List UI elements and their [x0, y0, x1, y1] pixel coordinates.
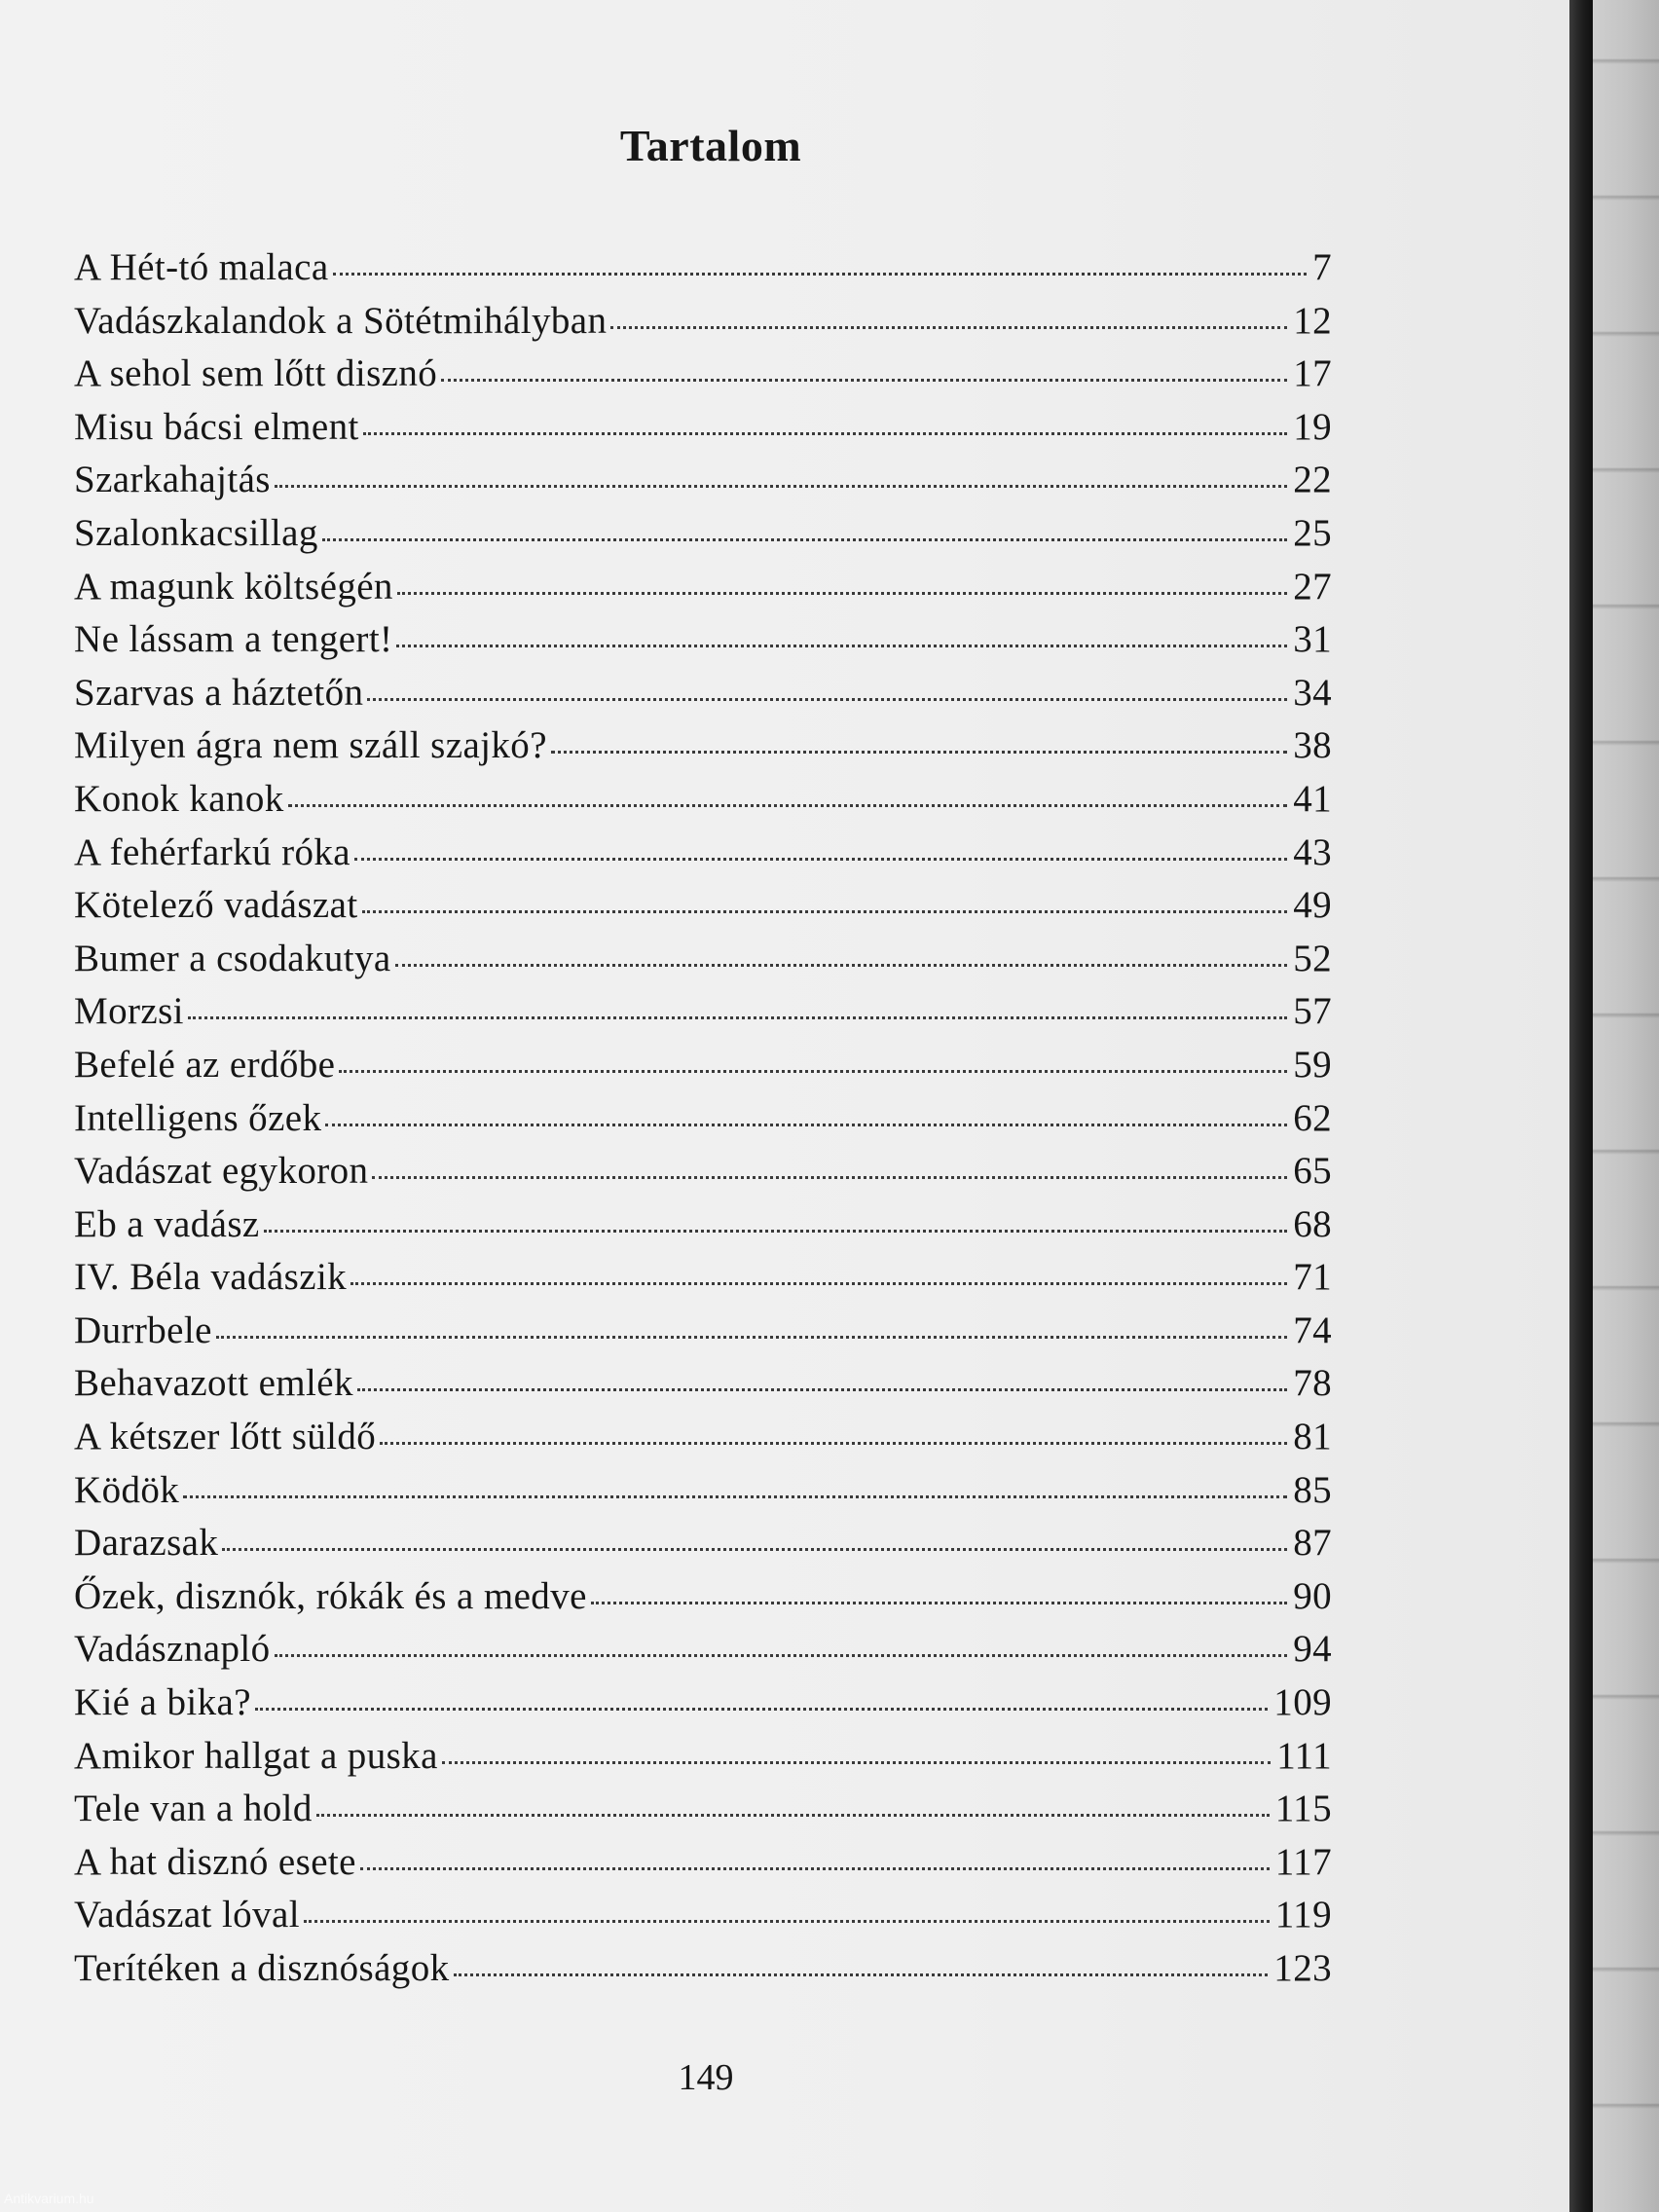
toc-entry-page: 71: [1293, 1256, 1332, 1299]
toc-entry: [74, 1202, 1332, 1256]
dot-leader: [288, 804, 1288, 807]
toc-entry-title: Bumer a csodakutya: [74, 937, 391, 979]
toc-entry-page: 123: [1273, 1947, 1332, 1989]
toc-entry: [74, 1043, 1332, 1096]
toc-entry: [74, 405, 1332, 459]
toc-entry-title: A fehérfarkú róka: [74, 830, 350, 873]
dot-leader: [222, 1548, 1287, 1551]
dot-leader: [339, 1070, 1287, 1073]
toc-entry: [74, 1627, 1332, 1680]
toc-entry-page: 17: [1293, 352, 1332, 395]
page-number: 149: [678, 2057, 734, 2098]
toc-entry-page: 43: [1293, 830, 1332, 873]
toc-entry-title: IV. Béla vadászik: [74, 1256, 348, 1299]
toc-entry-page: 85: [1293, 1468, 1332, 1511]
toc-entry: [74, 1149, 1332, 1202]
toc-entry-title: Misu bácsi elment: [74, 405, 359, 448]
book-cover-edge: [1569, 0, 1593, 2212]
toc-entry: [74, 351, 1332, 405]
dot-leader: [333, 273, 1308, 276]
toc-entry: [74, 1415, 1332, 1468]
toc-entry-title: Morzsi: [74, 990, 184, 1033]
toc-entry-title: Konok kanok: [74, 777, 284, 820]
toc-entry: [74, 1787, 1332, 1840]
dot-leader: [397, 592, 1287, 595]
toc-entry-page: 49: [1293, 884, 1332, 927]
toc-entry: [74, 1361, 1332, 1415]
toc-entry: [74, 1680, 1332, 1734]
dot-leader: [380, 1442, 1287, 1445]
toc-entry-title: Vadászat lóval: [74, 1894, 300, 1936]
dot-leader: [551, 751, 1287, 754]
dot-leader: [372, 1176, 1287, 1179]
toc-entry-page: 111: [1276, 1734, 1332, 1777]
dot-leader: [357, 1388, 1287, 1391]
table-of-contents: [74, 245, 1332, 2000]
dot-leader: [367, 698, 1287, 701]
toc-entry-page: 62: [1293, 1096, 1332, 1139]
dot-leader: [441, 379, 1287, 382]
toc-entry: [74, 1734, 1332, 1788]
toc-entry-title: Terítéken a disznóságok: [74, 1947, 450, 1989]
toc-entry-title: Kié a bika?: [74, 1681, 251, 1724]
toc-entry: [74, 299, 1332, 352]
toc-entry-page: 90: [1293, 1574, 1332, 1617]
toc-entry-page: 57: [1293, 990, 1332, 1033]
toc-entry: [74, 1840, 1332, 1894]
dot-leader: [610, 326, 1287, 329]
toc-entry-title: Őzek, disznók, rókák és a medve: [74, 1574, 587, 1617]
show-through-line: [76, 203, 621, 241]
toc-entry-title: Milyen ágra nem száll szajkó?: [74, 724, 547, 767]
toc-entry: [74, 989, 1332, 1043]
dot-leader: [454, 1973, 1269, 1976]
dot-leader: [442, 1761, 1271, 1764]
table-surface: [1593, 0, 1659, 2212]
toc-entry-title: Ködök: [74, 1468, 180, 1511]
toc-entry-page: 19: [1293, 405, 1332, 448]
toc-entry-page: 52: [1293, 937, 1332, 979]
toc-entry: [74, 1309, 1332, 1362]
toc-entry-title: Vadászkalandok a Sötétmihályban: [74, 299, 608, 342]
dot-leader: [360, 1867, 1270, 1870]
toc-entry-page: 41: [1293, 777, 1332, 820]
toc-entry: [74, 1574, 1332, 1628]
toc-entry-title: Ne lássam a tengert!: [74, 618, 393, 661]
dot-leader: [322, 538, 1287, 541]
toc-entry-page: 34: [1293, 671, 1332, 714]
toc-entry-title: Darazsak: [74, 1522, 219, 1565]
dot-leader: [362, 910, 1288, 913]
toc-entry: [74, 458, 1332, 511]
toc-entry-page: 38: [1293, 724, 1332, 767]
toc-entry-page: 65: [1293, 1150, 1332, 1193]
dot-leader: [275, 485, 1287, 488]
toc-entry-page: 25: [1293, 511, 1332, 554]
dot-leader: [188, 1016, 1287, 1019]
toc-entry: [74, 617, 1332, 671]
toc-entry: [74, 1255, 1332, 1309]
toc-entry-title: Szarvas a háztetőn: [74, 671, 364, 714]
toc-entry-title: A Hét-tó malaca: [74, 246, 329, 288]
toc-entry: [74, 1946, 1332, 2000]
toc-entry-title: A hat disznó esete: [74, 1840, 356, 1883]
dot-leader: [363, 432, 1287, 435]
toc-entry-page: 117: [1274, 1840, 1332, 1883]
toc-entry-page: 74: [1293, 1309, 1332, 1351]
toc-entry-page: 115: [1274, 1788, 1332, 1830]
toc-entry-page: 119: [1274, 1894, 1332, 1936]
toc-entry-page: 109: [1273, 1681, 1332, 1724]
toc-entry: [74, 1521, 1332, 1574]
dot-leader: [255, 1708, 1268, 1711]
toc-entry-page: 12: [1293, 299, 1332, 342]
dot-leader: [354, 858, 1287, 861]
toc-entry-page: 27: [1293, 565, 1332, 608]
dot-leader: [395, 964, 1288, 967]
dot-leader: [325, 1124, 1287, 1126]
toc-entry-title: Tele van a hold: [74, 1788, 313, 1830]
toc-entry-page: 87: [1293, 1522, 1332, 1565]
dot-leader: [591, 1602, 1287, 1604]
toc-entry-title: A magunk költségén: [74, 565, 393, 608]
toc-entry: [74, 1468, 1332, 1522]
toc-entry-page: 78: [1293, 1362, 1332, 1405]
dot-leader: [275, 1654, 1288, 1657]
toc-entry-title: A sehol sem lőtt disznó: [74, 352, 438, 395]
toc-entry-page: 81: [1293, 1416, 1332, 1458]
dot-leader: [316, 1814, 1270, 1817]
toc-entry: [74, 723, 1332, 777]
dot-leader: [304, 1920, 1270, 1923]
toc-entry-page: 94: [1293, 1628, 1332, 1671]
toc-entry: [74, 245, 1332, 299]
watermark: Antikvarium.hu: [4, 2191, 94, 2206]
toc-entry-title: Durrbele: [74, 1309, 212, 1351]
page-title: Tartalom: [619, 120, 802, 170]
toc-entry-page: 7: [1312, 246, 1332, 288]
toc-entry: [74, 565, 1332, 618]
toc-entry-title: Amikor hallgat a puska: [74, 1734, 438, 1777]
toc-entry-page: 59: [1293, 1043, 1332, 1086]
toc-entry-title: A kétszer lőtt süldő: [74, 1416, 377, 1458]
toc-entry-title: Vadászat egykoron: [74, 1150, 369, 1193]
dot-leader: [396, 645, 1287, 647]
toc-entry-title: Befelé az erdőbe: [74, 1043, 336, 1086]
toc-entry-title: Intelligens őzek: [74, 1096, 322, 1139]
toc-entry-title: Szarkahajtás: [74, 459, 271, 501]
toc-entry-page: 31: [1293, 618, 1332, 661]
toc-entry-title: Eb a vadász: [74, 1202, 260, 1245]
toc-entry: [74, 1893, 1332, 1946]
toc-entry-title: Behavazott emlék: [74, 1362, 353, 1405]
toc-entry: [74, 937, 1332, 990]
toc-entry-title: Szalonkacsillag: [74, 511, 318, 554]
dot-leader: [350, 1282, 1287, 1285]
toc-entry: [74, 777, 1332, 830]
toc-entry-page: 22: [1293, 459, 1332, 501]
dot-leader: [264, 1230, 1288, 1233]
toc-entry: [74, 830, 1332, 884]
toc-entry: [74, 1096, 1332, 1150]
toc-entry: [74, 671, 1332, 724]
toc-entry-page: 68: [1293, 1202, 1332, 1245]
dot-leader: [183, 1495, 1287, 1498]
toc-entry-title: Kötelező vadászat: [74, 884, 358, 927]
toc-entry: [74, 883, 1332, 937]
toc-entry-title: Vadásznapló: [74, 1628, 271, 1671]
toc-entry: [74, 511, 1332, 565]
dot-leader: [216, 1336, 1287, 1339]
